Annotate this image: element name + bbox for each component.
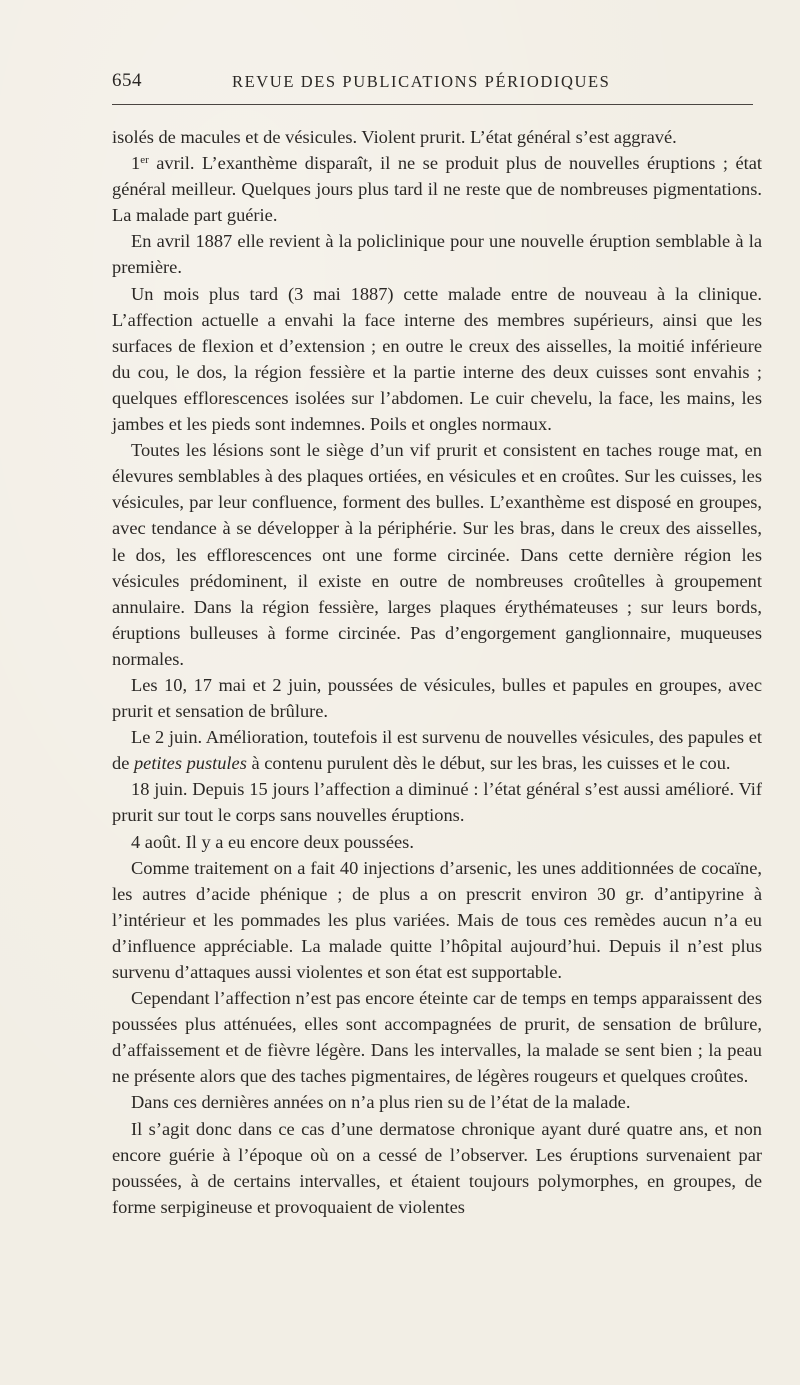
paragraph [112, 150, 762, 228]
paragraph: isolés de macules et de vésicules. Violent prurit. L’état général s’est aggravé. [112, 127, 677, 147]
paragraph [112, 724, 762, 776]
paragraph: Comme traitement on a fait 40 injections d’arsenic, les unes additionnées de cocaïne, les autres d’acide phénique ; de plus a on prescrit environ 30 gr. d’antipyrine à l’intérieur et les pommades les plus variées. Mais de tous ces remèdes aucun n’a eu d’influence appréciable. La malade quitte l’hôpital aujourd’hui. Depuis il n’est plus survenu d’attaques aussi violentes et son état est supportable. [112, 857, 762, 982]
paragraph: En avril 1887 elle revient à la policlinique pour une nouvelle éruption semblable à la première. [112, 231, 762, 278]
paragraph: 4 août. Il y a eu encore deux poussées. [131, 831, 414, 852]
page-number: 654 [112, 70, 142, 91]
paragraph: 18 juin. Depuis 15 jours l’affection a diminué : l’état général s’est aussi amélioré. Vif prurit sur tout le corps sans nouvelles éruptions. [112, 779, 762, 826]
paragraph: Les 10, 17 mai et 2 juin, poussées de vésicules, bulles et papules en groupes, avec prurit et sensation de brûlure. [112, 674, 762, 722]
running-title: REVUE DES PUBLICATIONS PÉRIODIQUES [232, 72, 611, 91]
ordinal-superscript: er [140, 154, 149, 167]
page-header [112, 70, 752, 102]
italic-term: petites pustules [133, 753, 247, 774]
paragraph-text: avril. L’exanthème disparaît, il ne se produit plus de nouvelles éruptions ; état général meilleur. Quelques jours plus tard il ne reste que de nombreuses pigmentations. La malade part guérie. [112, 153, 762, 226]
paragraph-text: Le 2 juin. Amélioration, toutefois il est survenu de nouvelles vésicules, des papules et de [112, 727, 762, 774]
paragraph: Un mois plus tard (3 mai 1887) cette malade entre de nouveau à la clinique. L’affection actuelle a envahi la face interne des membres supérieurs, ainsi que les surfaces de flexion et d’extension ; en outre le creux des aisselles, la moitié inférieure du cou, le dos, la région fessière et la partie interne des deux cuisses sont envahis ; quelques efflorescences isolées sur l’abdomen. Le cuir chevelu, la face, les mains, les jambes et les pieds sont indemnes. Poils et ongles normaux. [112, 283, 762, 435]
date-day: 1 [131, 153, 141, 174]
paragraph: Dans ces dernières années on n’a plus rien su de l’état de la malade. [131, 1092, 631, 1113]
header-rule [112, 104, 753, 105]
paragraph: Cependant l’affection n’est pas encore éteinte car de temps en temps apparaissent des poussées plus atténuées, elles sont accompagnées de prurit, de sensation de brûlure, d’affaissement et de fièvre légère. Dans les intervalles, la malade se sent bien ; la peau ne présente alors que des taches pigmentaires, de légères rougeurs et quelques croûtes. [112, 988, 762, 1087]
paragraph: Il s’agit donc dans ce cas d’une dermatose chronique ayant duré quatre ans, et non encore guérie à l’époque où on a cessé de l’observer. Les éruptions survenaient par poussées, à de certains intervalles, et étaient toujours polymorphes, en groupes, de forme serpigineuse et provoquaient de violentes [112, 1118, 762, 1217]
paragraph-text: à contenu purulent dès le début, sur les bras, les cuisses et le cou. [246, 753, 731, 774]
paragraph: Toutes les lésions sont le siège d’un vif prurit et consistent en taches rouge mat, en élevures semblables à des plaques ortiées, en vésicules et en croûtes. Sur les cuisses, les vésicules, par leur confluence, forment des bulles. L’exanthème est disposé en groupes, avec tendance à se développer à la périphérie. Sur les bras, dans le creux des aisselles, le dos, les efflorescences ont une forme circinée. Dans cette dernière région les vésicules prédominent, il existe en outre de nombreuses croûtelles à groupement annulaire. Dans la région fessière, larges plaques érythémateuses ; sur leurs bords, éruptions bulleuses à forme circinée. Pas d’engorgement ganglionnaire, muqueuses normales. [112, 440, 762, 669]
body-text [112, 124, 762, 1220]
